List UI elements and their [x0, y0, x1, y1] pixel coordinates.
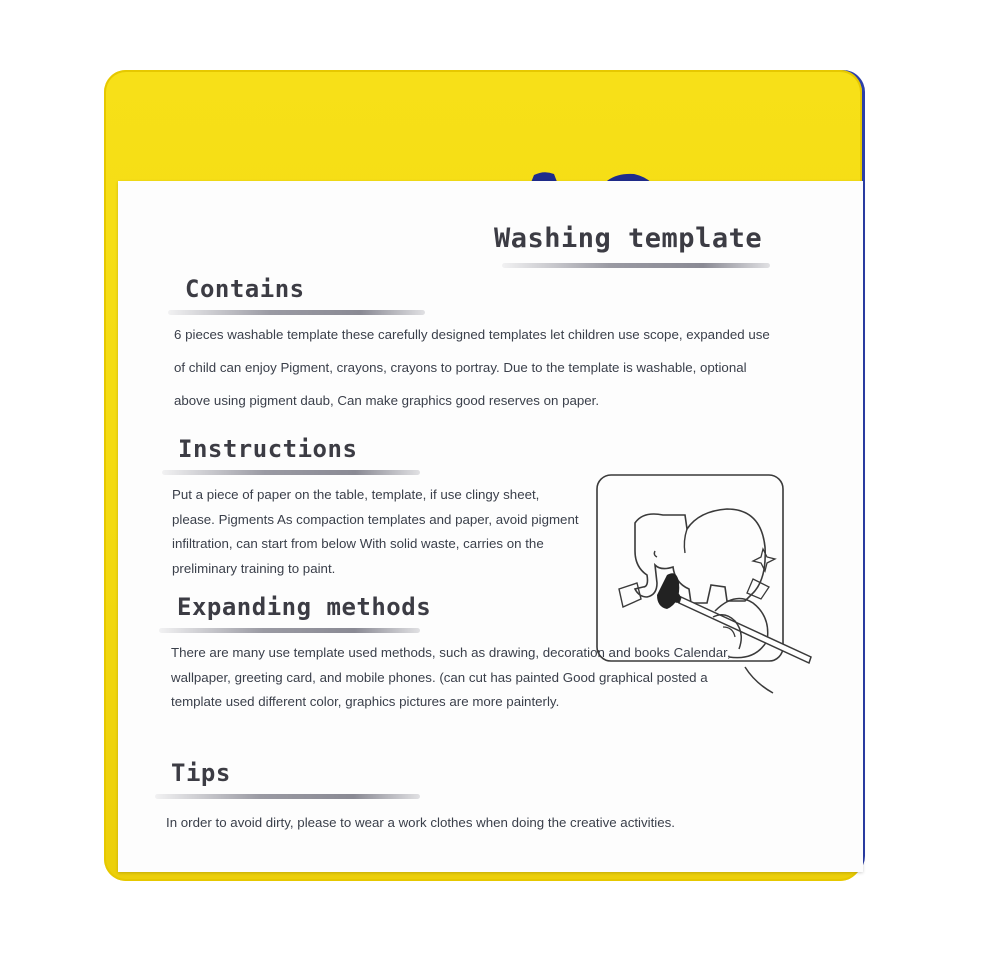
- contains-text: 6 pieces washable template these carefully designed templates let children use scope, expanded use of child can enjoy Pigment, crayons, crayons to portray. Due to the template is washable, optional above using pigment daub, Can make graphics good reserves on paper.: [174, 327, 770, 408]
- instructions-text: Put a piece of paper on the table, template, if use clingy sheet, please. Pigments As compaction templates and paper, avoid pigment infiltration, can start from below With solid waste, carries on the preliminary training to paint.: [172, 487, 579, 576]
- tips-underline: [155, 794, 420, 799]
- elephant-stencil-illustration: [595, 471, 820, 716]
- expanding-underline: [159, 628, 420, 633]
- expanding-heading: Expanding methods: [177, 593, 432, 621]
- tips-text: In order to avoid dirty, please to wear a work clothes when doing the creative activities.: [166, 815, 675, 830]
- title-underline: [502, 263, 770, 268]
- contains-heading: Contains: [185, 275, 305, 303]
- instructions-heading: Instructions: [178, 435, 358, 463]
- expanding-text: There are many use template used methods, such as drawing, decoration and books Calendar, wallpaper, greeting card, and mobile phones. (can cut has painted Good graphical posted a template used different color, graphics pictures are more painterly.: [171, 645, 731, 709]
- tips-heading: Tips: [171, 759, 231, 787]
- page-title: Washing template: [494, 223, 763, 254]
- contains-underline: [168, 310, 425, 315]
- instructions-underline: [162, 470, 420, 475]
- instruction-sheet: [118, 181, 863, 872]
